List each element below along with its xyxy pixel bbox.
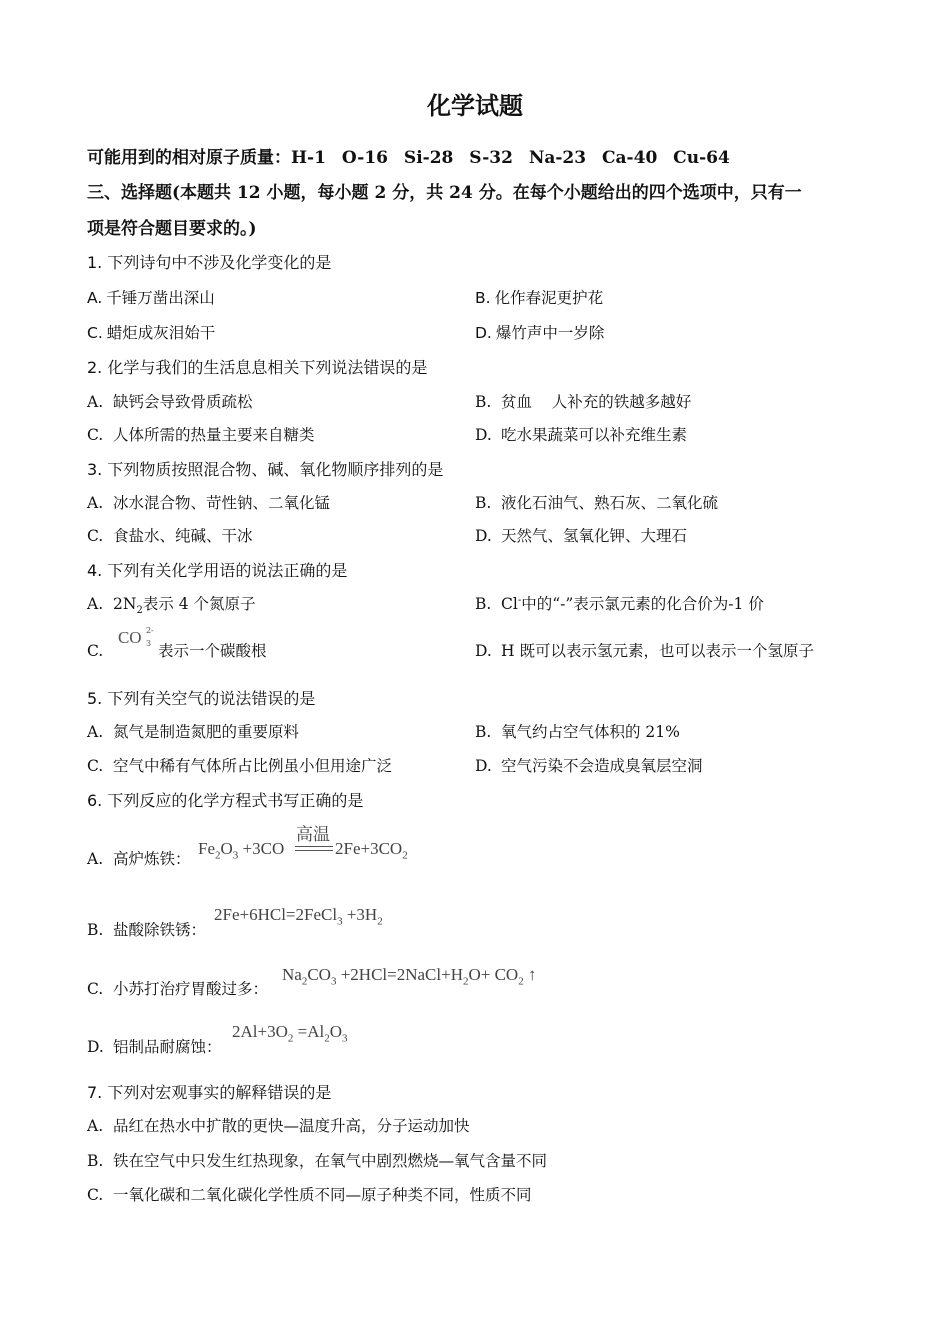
option-text: 盐酸除铁锈： xyxy=(113,921,207,939)
q2-option-a[interactable] xyxy=(87,390,253,412)
question-4 xyxy=(87,558,347,581)
question-3 xyxy=(87,457,443,480)
q6-option-c[interactable] xyxy=(87,977,268,999)
question-number: 6. xyxy=(87,791,103,810)
option-label: B. xyxy=(475,393,492,411)
option-label: C. xyxy=(87,980,104,998)
question-stem: 下列物质按照混合物、碱、氧化物顺序排列的是 xyxy=(107,460,444,479)
q6-option-b[interactable] xyxy=(87,918,206,940)
option-text: 千锤万凿出深山 xyxy=(106,289,215,307)
question-number: 4. xyxy=(87,561,103,580)
option-label: A. xyxy=(87,289,103,307)
option-label: D. xyxy=(475,426,492,444)
question-stem: 下列反应的化学方程式书写正确的是 xyxy=(107,791,364,810)
q1-option-d[interactable] xyxy=(475,321,604,343)
formula: 2N xyxy=(113,595,137,613)
option-text: 缺钙会导致骨质疏松 xyxy=(113,393,253,411)
question-7 xyxy=(87,1080,331,1103)
option-text: 吃水果蔬菜可以补充维生素 xyxy=(501,426,688,444)
option-label: D. xyxy=(475,642,492,660)
option-label: D. xyxy=(475,527,492,545)
q1-option-c[interactable] xyxy=(87,321,215,343)
option-text: 品红在热水中扩散的更快—温度升高，分子运动加快 xyxy=(113,1117,470,1135)
q2-option-b[interactable] xyxy=(475,390,691,412)
option-text: 冰水混合物、苛性钠、二氧化锰 xyxy=(113,494,331,512)
question-stem: 下列有关空气的说法错误的是 xyxy=(107,689,316,708)
equation-d: $2Al+3O_2 =Al_2O_3$ xyxy=(232,1022,348,1045)
subscript: 3 xyxy=(145,639,152,648)
question-stem: 化学与我们的生活息息相关下列说法错误的是 xyxy=(107,358,428,377)
q7-option-c[interactable] xyxy=(87,1183,532,1205)
q7-option-b[interactable] xyxy=(87,1149,547,1171)
q3-option-c[interactable] xyxy=(87,524,253,546)
q4-option-d[interactable] xyxy=(475,639,814,661)
option-text: 铁在空气中只发生红热现象，在氧气中剧烈燃烧—氧气含量不同 xyxy=(113,1152,548,1170)
option-label: A. xyxy=(87,850,104,868)
option-text: 爆竹声中一岁除 xyxy=(495,324,605,342)
equation-c: $Na_2CO_3$ $+2HCl=2NaCl+H_2O+ CO_2$ ↑ xyxy=(282,965,537,988)
option-text: 食盐水、纯碱、干冰 xyxy=(113,527,253,545)
option-label: B. xyxy=(475,494,492,512)
option-text: 天然气、氢氧化钾、大理石 xyxy=(501,527,688,545)
option-label: A. xyxy=(87,1117,104,1135)
q5-option-b[interactable] xyxy=(475,720,680,742)
section-heading-line1: 三、选择题(本题共 12 小题，每小题 2 分，共 24 分。在每个小题给出的四个选项中，只有一 xyxy=(87,183,802,203)
option-label: D. xyxy=(475,757,492,775)
question-stem: 下列有关化学用语的说法正确的是 xyxy=(107,561,348,580)
option-label: C. xyxy=(87,757,104,775)
q5-option-c[interactable] xyxy=(87,754,392,776)
question-number: 7. xyxy=(87,1083,103,1102)
equation-b: 2Fe+6HCl=2FeCl$_3$ $+3H_2$ xyxy=(214,905,383,928)
option-text: 高炉炼铁： xyxy=(113,850,191,868)
q6-option-d[interactable] xyxy=(87,1035,222,1057)
superscript: 2- xyxy=(145,626,154,635)
subscript: 2 xyxy=(136,605,143,617)
option-label: A. xyxy=(87,595,104,613)
option-label: C. xyxy=(87,527,104,545)
q4-option-b[interactable] xyxy=(475,592,764,614)
option-text: 化作春泥更护花 xyxy=(494,289,604,307)
reaction-condition: 高温 xyxy=(296,825,330,845)
option-label: C. xyxy=(87,426,104,444)
option-label: C. xyxy=(87,324,103,342)
option-text: 一氧化碳和二氧化碳化学性质不同—原子种类不同，性质不同 xyxy=(113,1186,532,1204)
option-text: 氮气是制造氮肥的重要原料 xyxy=(113,723,300,741)
question-stem: 下列对宏观事实的解释错误的是 xyxy=(107,1083,332,1102)
option-text: 表示一个碳酸根 xyxy=(157,642,267,660)
q3-option-b[interactable] xyxy=(475,491,718,513)
q6-option-a[interactable] xyxy=(87,847,191,869)
option-text: 人体所需的热量主要来自糖类 xyxy=(113,426,315,444)
option-text: H 既可以表示氢元素，也可以表示一个氢原子 xyxy=(501,642,814,660)
option-label: A. xyxy=(87,723,104,741)
page-title: 化学试题 xyxy=(427,91,523,120)
section-heading-line2: 项是符合题目要求的。) xyxy=(87,219,257,239)
q1-option-b[interactable] xyxy=(475,286,603,308)
q4-option-c[interactable] xyxy=(87,626,267,661)
option-label: D. xyxy=(87,1038,104,1056)
option-label: C. xyxy=(87,642,104,660)
option-text: 空气中稀有气体所占比例虽小但用途广泛 xyxy=(113,757,393,775)
q3-option-a[interactable] xyxy=(87,491,330,513)
question-5 xyxy=(87,686,315,709)
option-text: 小苏打治疗胃酸过多： xyxy=(113,980,269,998)
atomic-masses: 可能用到的相对原子质量：H-1 O-16 Si-28 S-32 Na-23 Ca-40 Cu-64 xyxy=(87,148,730,168)
q5-option-a[interactable] xyxy=(87,720,299,742)
formula: CO xyxy=(117,628,142,647)
option-text: 蜡炬成灰泪始干 xyxy=(106,324,216,342)
option-label: A. xyxy=(87,494,104,512)
option-label: B. xyxy=(475,595,492,613)
question-6 xyxy=(87,788,363,811)
question-number: 2. xyxy=(87,358,103,377)
q5-option-d[interactable] xyxy=(475,754,703,776)
option-text: 氧气约占空气体积的 21% xyxy=(501,723,680,741)
q2-option-d[interactable] xyxy=(475,423,687,445)
q1-option-a[interactable] xyxy=(87,286,215,308)
question-2 xyxy=(87,355,427,378)
q3-option-d[interactable] xyxy=(475,524,687,546)
question-1 xyxy=(87,250,331,273)
q7-option-a[interactable] xyxy=(87,1114,470,1136)
formula: Cl xyxy=(501,595,518,613)
equation-left: $Fe_2O_3 +3CO$ xyxy=(198,839,285,862)
question-stem: 下列诗句中不涉及化学变化的是 xyxy=(107,253,332,272)
q4-option-a[interactable] xyxy=(87,592,256,616)
option-label: B. xyxy=(475,289,491,307)
option-label: C. xyxy=(87,1186,104,1204)
option-label: B. xyxy=(87,1152,104,1170)
question-number: 3. xyxy=(87,460,103,479)
carbonate-formula xyxy=(117,626,158,656)
option-label: B. xyxy=(87,921,104,939)
option-label: B. xyxy=(475,723,492,741)
equals-sign xyxy=(295,846,333,851)
option-text: 空气污染不会造成臭氧层空洞 xyxy=(501,757,703,775)
superscript: - xyxy=(517,594,522,606)
option-text: 铝制品耐腐蚀： xyxy=(113,1038,222,1056)
option-text: 表示 4 个氮原子 xyxy=(142,595,256,613)
option-text: 贫血 人补充的铁越多越好 xyxy=(501,393,692,411)
question-number: 1. xyxy=(87,253,103,272)
question-number: 5. xyxy=(87,689,103,708)
option-label: A. xyxy=(87,393,104,411)
q2-option-c[interactable] xyxy=(87,423,315,445)
option-label: D. xyxy=(475,324,492,342)
equation-right: $2Fe+3CO_2$ xyxy=(335,839,408,862)
option-text: 中的“-”表示氯元素的化合价为-1 价 xyxy=(521,595,764,613)
option-text: 液化石油气、熟石灰、二氧化硫 xyxy=(501,494,719,512)
